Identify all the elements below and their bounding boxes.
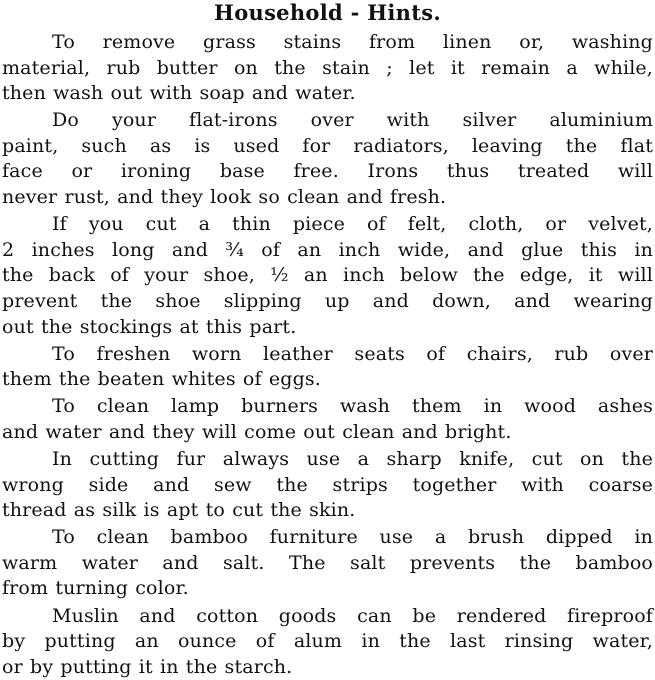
paragraph-cutting-fur (2, 447, 653, 524)
paragraph-flat-irons (2, 108, 653, 210)
text-line: prevent the shoe slipping up and down, and wearing (2, 289, 653, 312)
paragraph-leather-seats (2, 342, 653, 393)
text-line: To remove grass stains from linen or, washing (52, 31, 653, 53)
text-line: 2 inches long and ¾ of an inch wide, and glue this in (2, 238, 653, 261)
text-line: face or ironing base free. Irons thus treated will (2, 160, 653, 183)
text-line: or by putting it in the starch. (2, 655, 293, 678)
text-line: then wash out with soap and water. (2, 82, 356, 105)
text-line: never rust, and they look so clean and fresh. (2, 186, 447, 209)
text-line: thread as silk is apt to cut the skin. (2, 499, 356, 522)
paragraph-grass-stains (2, 30, 653, 107)
text-line: material, rub butter on the stain ; let it remain a while, (2, 56, 653, 79)
text-line: them the beaten whites of eggs. (2, 368, 321, 391)
text-line: and water and they will come out clean and bright. (2, 420, 512, 443)
paragraph-bamboo-furniture (2, 525, 653, 602)
text-line: To freshen worn leather seats of chairs, rub over (52, 342, 653, 365)
text-line: out the stockings at this part. (2, 315, 297, 338)
paragraph-lamp-burners (2, 394, 653, 445)
text-line: from turning color. (2, 577, 189, 600)
paragraph-shoe-felt (2, 212, 653, 340)
page-title: Household - Hints. (214, 0, 441, 25)
text-line: the back of your shoe, ½ an inch below the edge, it will (2, 264, 653, 287)
text-line: paint, such as is used for radiators, leaving the flat (2, 134, 653, 157)
text-line: If you cut a thin piece of felt, cloth, or velvet, (52, 213, 653, 236)
text-line: To clean bamboo furniture use a brush dipped in (52, 526, 653, 549)
text-line: by putting an ounce of alum in the last rinsing water, (2, 630, 653, 653)
text-line: wrong side and sew the strips together with coarse (2, 473, 653, 496)
text-line: To clean lamp burners wash them in wood ashes (52, 395, 653, 418)
text-line: In cutting fur always use a sharp knife, cut on the (52, 448, 653, 470)
text-line: Muslin and cotton goods can be rendered fireproof (52, 604, 653, 627)
text-line: warm water and salt. The salt prevents the bamboo (2, 551, 653, 574)
paragraph-fireproof-muslin (2, 604, 653, 680)
text-line: Do your flat-irons over with silver aluminium (52, 109, 653, 132)
